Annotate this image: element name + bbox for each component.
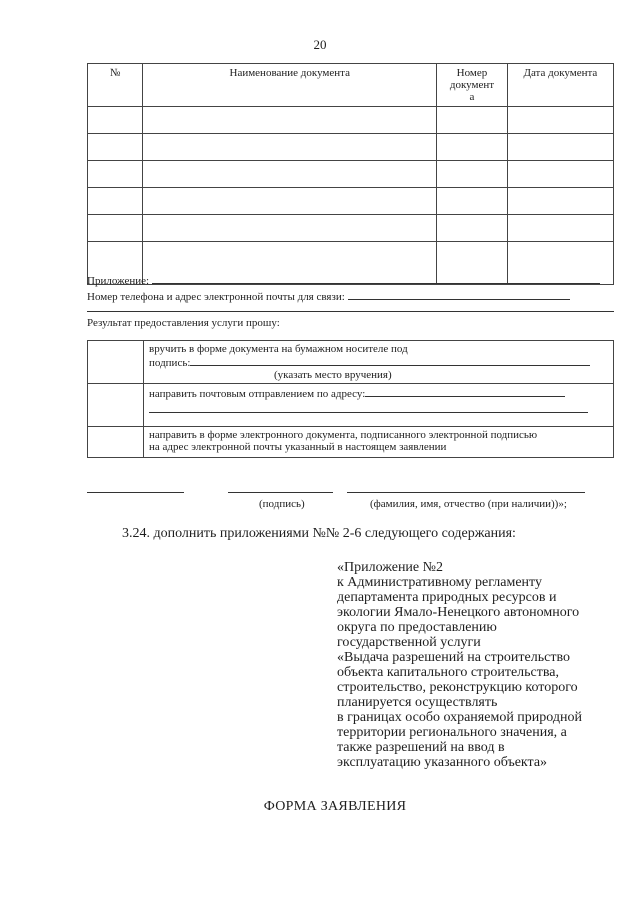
- option-text-mail: [144, 384, 614, 427]
- table-cell[interactable]: [143, 188, 437, 215]
- delivery-options-table: [87, 340, 614, 458]
- table-cell[interactable]: [88, 215, 143, 242]
- appendix-line: также разрешений на ввод в: [337, 740, 505, 755]
- full-name-label: (фамилия, имя, отчество (при наличии))»;: [370, 498, 567, 510]
- option-mail-address-field[interactable]: [365, 386, 565, 397]
- table-cell[interactable]: [88, 134, 143, 161]
- appendix-line: в границах особо охраняемой природной: [337, 710, 582, 725]
- col-number-header: №: [88, 64, 143, 107]
- signature-line-name[interactable]: [347, 492, 585, 493]
- contact-label: Номер телефона и адрес электронной почты для связи:: [87, 291, 345, 303]
- table-cell[interactable]: [437, 107, 508, 134]
- col-date-header: Дата документа: [507, 64, 613, 107]
- col-doc-number-header: [437, 64, 508, 107]
- table-cell[interactable]: [507, 188, 613, 215]
- documents-table: [87, 63, 614, 285]
- option-paper-line1: вручить в форме документа на бумажном носителе под: [149, 343, 408, 355]
- table-cell[interactable]: [88, 161, 143, 188]
- appendix-line: строительство, реконструкцию которого: [337, 680, 578, 695]
- attachment-field[interactable]: [152, 273, 600, 284]
- table-cell[interactable]: [437, 215, 508, 242]
- col-doc-number-line2: документ: [449, 79, 495, 91]
- attachment-row: [87, 273, 614, 287]
- appendix-line: экологии Ямало-Ненецкого автономного: [337, 605, 580, 620]
- option-email-line2: на адрес электронной почты указанный в настоящем заявлении: [149, 441, 447, 453]
- table-cell[interactable]: [507, 215, 613, 242]
- appendix-line: объекта капитального строительства,: [337, 665, 560, 680]
- option-text-paper: [144, 341, 614, 384]
- appendix-line: округа по предоставлению: [337, 620, 497, 635]
- col-doc-number-line1: Номер: [456, 67, 488, 79]
- col-name-header: Наименование документа: [143, 64, 437, 107]
- table-cell[interactable]: [437, 188, 508, 215]
- attachment-label: Приложение:: [87, 275, 150, 287]
- option-row-paper: [88, 341, 614, 384]
- col-doc-number-line3: а: [469, 91, 475, 103]
- table-cell[interactable]: [507, 161, 613, 188]
- table-cell[interactable]: [88, 188, 143, 215]
- table-cell[interactable]: [143, 107, 437, 134]
- option-mail-label: направить почтовым отправлением по адресу:: [149, 388, 366, 400]
- option-paper-line2: [149, 355, 608, 369]
- option-paper-sign-label: подпись:: [149, 357, 191, 369]
- result-label: Результат предоставления услуги прошу:: [87, 317, 280, 329]
- option-email-line1: направить в форме электронного документа, подписанного электронной подписью: [149, 429, 538, 441]
- appendix-line: к Административному регламенту: [337, 575, 542, 590]
- table-cell[interactable]: [437, 134, 508, 161]
- form-title: ФОРМА ЗАЯВЛЕНИЯ: [263, 799, 407, 814]
- appendix-line: государственной услуги: [337, 635, 481, 650]
- option-mail-line: [149, 386, 608, 400]
- table-row: [88, 134, 614, 161]
- table-cell[interactable]: [143, 134, 437, 161]
- signature-line-date[interactable]: [87, 492, 184, 493]
- table-cell[interactable]: [88, 107, 143, 134]
- appendix-line: «Выдача разрешений на строительство: [337, 650, 570, 665]
- table-row: [88, 188, 614, 215]
- contact-extra-row: [87, 301, 614, 315]
- appendix-line: планируется осуществлять: [337, 695, 498, 710]
- signature-label: (подпись): [259, 498, 305, 510]
- appendix-line: территории регионального значения, а: [337, 725, 567, 740]
- page-number: 20: [313, 37, 327, 52]
- appendix-line: эксплуатацию указанного объекта»: [337, 755, 548, 770]
- table-header-row: [88, 64, 614, 107]
- option-text-email: [144, 427, 614, 458]
- table-cell[interactable]: [143, 215, 437, 242]
- option-row-email: [88, 427, 614, 458]
- table-row: [88, 107, 614, 134]
- signature-line-sign[interactable]: [228, 492, 333, 493]
- appendix-line: «Приложение №2: [337, 560, 443, 575]
- table-cell[interactable]: [507, 107, 613, 134]
- table-cell[interactable]: [437, 161, 508, 188]
- option-paper-place-field[interactable]: [190, 355, 590, 366]
- contact-field[interactable]: [348, 289, 570, 300]
- option-checkbox-email[interactable]: [88, 427, 144, 458]
- contact-extra-field[interactable]: [87, 301, 614, 312]
- option-paper-hint: (указать место вручения): [274, 369, 392, 381]
- amendment-text: 3.24. дополнить приложениями №№ 2-6 следующего содержания:: [122, 526, 516, 541]
- appendix-line: департамента природных ресурсов и: [337, 590, 557, 605]
- table-cell[interactable]: [507, 134, 613, 161]
- table-row: [88, 161, 614, 188]
- table-cell[interactable]: [143, 161, 437, 188]
- option-checkbox-paper[interactable]: [88, 341, 144, 384]
- option-mail-address-extra[interactable]: [149, 404, 588, 413]
- option-row-mail: [88, 384, 614, 427]
- appendix-header: [337, 560, 627, 770]
- table-row: [88, 215, 614, 242]
- option-checkbox-mail[interactable]: [88, 384, 144, 427]
